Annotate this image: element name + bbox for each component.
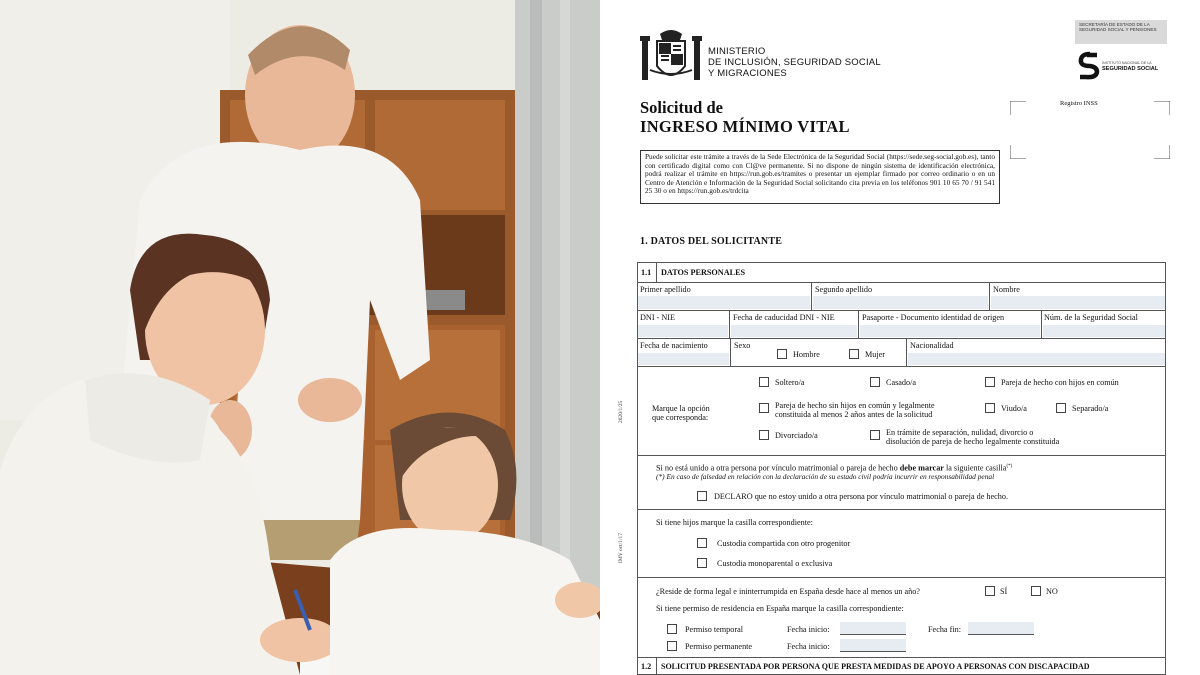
fecha-inicio-temporal-input[interactable] [840,622,906,635]
permiso-question: Si tiene permiso de residencia en España marque la casilla correspondiente: [656,604,904,613]
fecha-caducidad-input[interactable] [731,325,857,337]
pareja-sin-hijos-line-2: constituida al menos 2 años antes de la solicitud [775,410,933,419]
segundo-apellido-label: Segundo apellido [815,285,873,294]
segundo-apellido-input[interactable] [813,296,988,309]
spain-coat-of-arms-icon [640,28,702,86]
ministry-name [708,46,881,79]
registro-label: Registro INSS [1060,100,1098,107]
mujer-checkbox[interactable] [849,349,859,359]
section-1-1-title: DATOS PERSONALES [661,268,746,277]
custodia-monoparental-checkbox[interactable] [697,558,707,568]
section-1-heading: 1. DATOS DEL SOLICITANTE [640,236,783,247]
no-unido-post: la siguiente casilla [943,463,1007,473]
dni-nie-label: DNI - NIE [640,313,676,322]
no-unido-sup: (*) [1006,464,1013,469]
form-title-line-1: Solicitud de [640,98,723,117]
reside-question: ¿Reside de forma legal e ininterrumpida en España desde hace al menos un año? [656,587,920,596]
ministry-line-2: DE INCLUSIÓN, SEGURIDAD SOCIAL [708,57,881,68]
section-1-2-title: SOLICITUD PRESENTADA POR PERSONA QUE PRESTA MEDIDAS DE APOYO A PERSONAS CON DISCAPACIDAD [661,662,1090,671]
section-1-2-number: 1.2 [641,662,652,671]
nacionalidad-label: Nacionalidad [910,341,954,350]
fecha-inicio-permanente-label: Fecha inicio: [787,642,830,651]
pareja-sin-hijos-checkbox[interactable] [759,403,769,413]
fecha-fin-input[interactable] [968,622,1034,635]
no-unido-pre: Si no está unido a otra persona por vínculo matrimonial o pareja de hecho [656,463,900,473]
falsedad-note: (*) En caso de falsedad en relación con la declaración de su estado civil podría incurrir en responsabilidad penal [656,472,995,481]
fecha-nacimiento-input[interactable] [638,353,729,365]
viudo-label: Viudo/a [1001,404,1027,413]
nacionalidad-input[interactable] [908,353,1165,365]
soltero-checkbox[interactable] [759,377,769,387]
pareja-con-hijos-label: Pareja de hecho con hijos en común [1001,378,1119,387]
hombre-label: Hombre [793,350,820,359]
form-title-line-2: INGRESO MÍNIMO VITAL [640,117,850,136]
casado-label: Casado/a [886,378,917,387]
permiso-temporal-label: Permiso temporal [685,625,743,634]
ingreso-minimo-vital-form [600,0,1200,675]
reside-no-label: NO [1046,587,1058,596]
nombre-input[interactable] [991,296,1165,309]
ministry-line-1: MINISTERIO [708,46,766,57]
fecha-fin-label: Fecha fin: [928,625,961,634]
mujer-label: Mujer [865,350,886,359]
custodia-compartida-label: Custodia compartida con otro progenitor [717,539,851,548]
fecha-nacimiento-label: Fecha de nacimiento [640,341,708,350]
permiso-permanente-checkbox[interactable] [667,641,677,651]
en-tramite-checkbox[interactable] [870,430,880,440]
custodia-compartida-checkbox[interactable] [697,538,707,548]
sexo-label: Sexo [734,341,751,350]
hijos-question: Si tiene hijos marque la casilla correspondiente: [656,518,813,527]
hombre-checkbox[interactable] [777,349,787,359]
en-tramite-line-2: disolución de pareja de hecho legalmente constituida [886,437,1060,446]
reside-no-checkbox[interactable] [1031,586,1041,596]
secretaria-box: SECRETARÍA DE ESTADO DE LA SEGURIDAD SOCIAL Y PENSIONES [1075,20,1167,44]
no-unido-bold: debe marcar [899,463,944,473]
num-ss-label: Núm. de la Seguridad Social [1044,313,1138,322]
nombre-label: Nombre [993,285,1020,294]
primer-apellido-input[interactable] [638,296,810,309]
divorciado-label: Divorciado/a [775,431,818,440]
separado-label: Separado/a [1072,404,1109,413]
pareja-sin-hijos-line-1: Pareja de hecho sin hijos en común y legalmente [775,401,935,410]
viudo-checkbox[interactable] [985,403,995,413]
fecha-inicio-permanente-input[interactable] [840,639,906,652]
en-tramite-line-1: En trámite de separación, nulidad, divorcio o [886,428,1034,437]
marque-opcion-line-1: Marque la opción [652,404,710,413]
permiso-temporal-checkbox[interactable] [667,624,677,634]
separado-checkbox[interactable] [1056,403,1066,413]
custodia-monoparental-label: Custodia monoparental o exclusiva [717,559,833,568]
side-code-1: 2020/1/25 [618,400,624,423]
pareja-con-hijos-checkbox[interactable] [985,377,995,387]
fecha-inicio-temporal-label: Fecha inicio: [787,625,830,634]
divorciado-checkbox[interactable] [759,430,769,440]
ss-institute-label: INSTITUTO NACIONAL DE LA [1102,61,1152,65]
pasaporte-input[interactable] [860,325,1040,337]
seguridad-social-logo-icon [1078,50,1168,80]
primer-apellido-label: Primer apellido [640,285,691,294]
soltero-label: Soltero/a [775,378,805,387]
num-seguridad-social-input[interactable] [1043,325,1165,337]
marque-opcion-line-2: que corresponda: [652,413,709,422]
declaro-label: DECLARO que no estoy unido a otra persona por vínculo matrimonial o pareja de hecho. [714,492,1008,501]
side-code-2: IMV oct/1/17 [618,533,624,563]
permiso-permanente-label: Permiso permanente [685,642,753,651]
ss-name-label: SEGURIDAD SOCIAL [1102,66,1159,72]
declaro-checkbox[interactable] [697,491,707,501]
reside-si-checkbox[interactable] [985,586,995,596]
registro-stamp-area [1010,101,1170,159]
reside-si-label: SÍ [1000,587,1008,596]
casado-checkbox[interactable] [870,377,880,387]
ministry-line-3: Y MIGRACIONES [708,68,787,79]
pasaporte-label: Pasaporte - Documento identidad de origen [862,313,1005,322]
fecha-caducidad-label: Fecha de caducidad DNI - NIE [733,313,835,322]
info-text-box: Puede solicitar este trámite a través de la Sede Electrónica de la Seguridad Social (https://sede.seg-social.gob.es), tanto con certificado digital como con Cl@ve permanente. Si no dispone de ningún sistema de identificación electrónica, podrá realizar el trámite en https://run.gob.es/tramites o presentar un ejemplar firmado por correo ordinario o en un Centro de Atención e Información de la Seguridad Social solicitando cita previa en los teléfonos 901 10 65 70 / 91 541 25 30 o en https://run.gob.es/trdcita [640,150,1000,204]
section-1-1-number: 1.1 [641,268,652,277]
dni-nie-input[interactable] [638,325,728,337]
